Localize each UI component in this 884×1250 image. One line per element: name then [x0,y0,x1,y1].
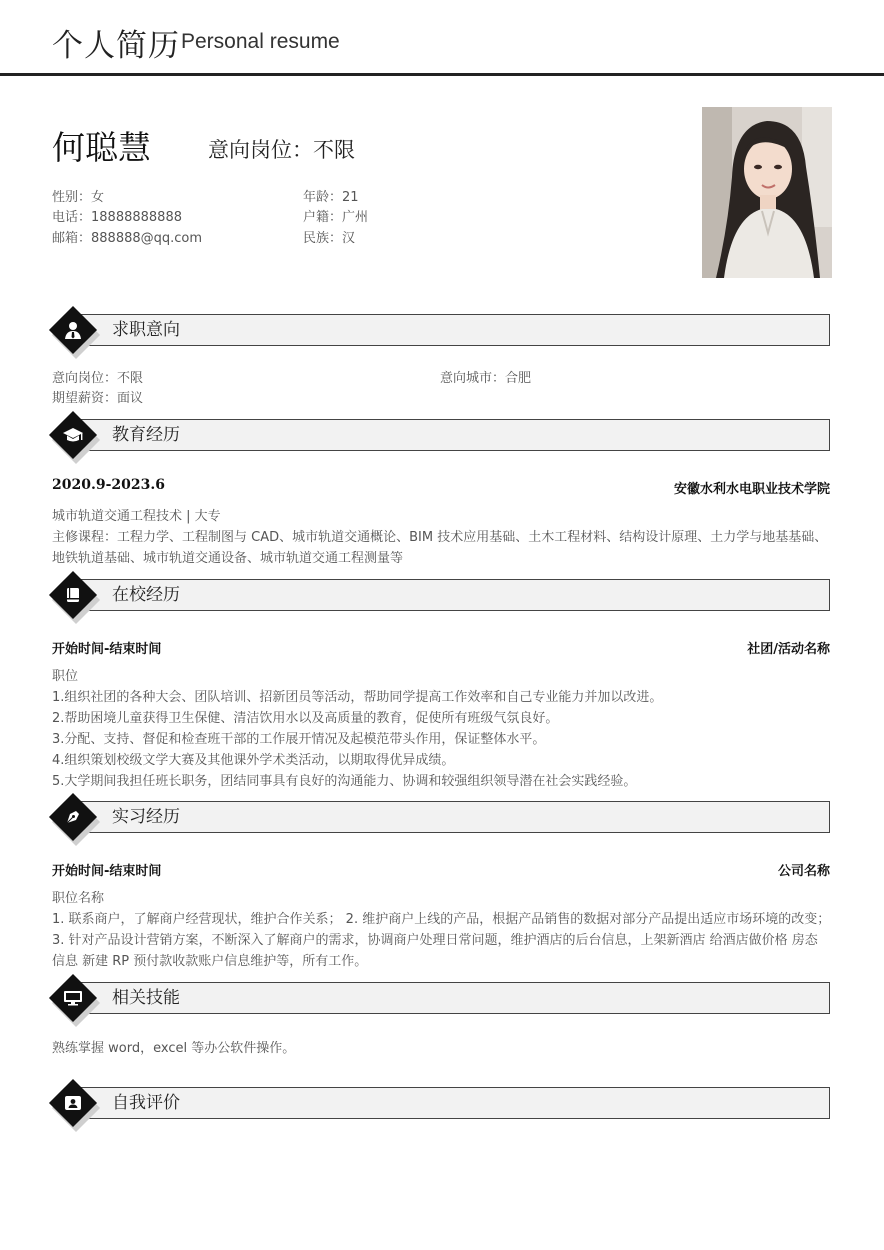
intended-position: 意向岗位：不限 [208,138,355,162]
internship-section-title: 实习经历 [112,807,180,827]
intent-section-bar [80,314,830,346]
skills-description: 熟练掌握 word，excel 等办公软件操作。 [52,1041,296,1056]
age-field: 年龄：21 [303,190,359,205]
campus-date: 开始时间-结束时间 [52,642,162,657]
campus-org: 社团/活动名称 [747,642,830,657]
resume-title: 个人简历 [52,28,180,64]
intent-salary: 期望薪资：面议 [52,391,144,406]
skills-section-title: 相关技能 [112,988,180,1008]
self-section-bar [80,1087,830,1119]
phone-field: 电话：18888888888 [52,210,182,225]
intent-position: 意向岗位：不限 [52,371,144,386]
internship-company: 公司名称 [777,864,830,879]
internship-role: 职位名称 [52,891,105,906]
gender-field: 性别：女 [52,190,105,205]
campus-role: 职位 [52,669,79,684]
resume-subtitle: Personal resume [181,30,340,53]
ethnicity-field: 民族：汉 [303,231,356,246]
internship-description: 1. 联系商户，了解商户经营现状，维护合作关系； 2. 维护商户上线的产品，根据产品销售的数据对部分产品提出适应市场环境的改变； 3. 针对产品设计营销方案，不断深入了解商户的需求，协调商户处理日常问题，维护酒店的后台信息，上架新酒店 给酒店做价格 房态 信息 新建 RP 预付款收款账户信息维护等，所有工作。 [52,912,831,969]
intent-section-title: 求职意向 [112,320,180,340]
education-courses: 主修课程：工程力学、工程制图与 CAD、城市轨道交通概论、BIM 技术应用基础、土木工程材料、结构设计原理、土力学与地基基础、地铁轨道基础、城市轨道交通设备、城市轨道交通工程测量等 [52,530,828,566]
education-section-title: 教育经历 [112,425,180,445]
profile-photo [702,107,832,278]
campus-item: 4.组织策划校级文学大赛及其他课外学术类活动，以期取得优异成绩。 [52,753,455,768]
book-icon [49,571,97,619]
header-divider [0,73,884,76]
self-section-title: 自我评价 [112,1093,180,1113]
education-school: 安徽水利水电职业技术学院 [673,482,830,497]
internship-date: 开始时间-结束时间 [52,864,162,879]
campus-item: 3.分配、支持、督促和检查班干部的工作展开情况及起模范带头作用，保证整体水平。 [52,732,546,747]
campus-section-title: 在校经历 [112,585,180,605]
campus-items [52,687,832,792]
pen-nib-icon [49,793,97,841]
education-date: 2020.9-2023.6 [52,477,165,493]
intent-city: 意向城市：合肥 [440,371,532,386]
education-section-bar [80,419,830,451]
campus-item: 2.帮助困境儿童获得卫生保健、清洁饮用水以及高质量的教育，促使所有班级气氛良好。 [52,711,559,726]
monitor-icon [49,974,97,1022]
skills-section-bar [80,982,830,1014]
internship-section-bar [80,801,830,833]
campus-item: 1.组织社团的各种大会、团队培训、招新团员等活动，帮助同学提高工作效率和自己专业能力并加以改进。 [52,690,663,705]
hukou-field: 户籍：广州 [303,210,369,225]
email-field: 邮箱：888888@qq.com [52,231,203,246]
id-card-icon [49,1079,97,1127]
campus-section-bar [80,579,830,611]
graduation-cap-icon [49,411,97,459]
candidate-name: 何聪慧 [52,128,151,167]
education-major: 城市轨道交通工程技术 | 大专 [52,509,221,524]
campus-item: 5.大学期间我担任班长职务，团结同事具有良好的沟通能力、协调和较强组织领导潜在社会实践经验。 [52,774,637,789]
person-tie-icon [49,306,97,354]
